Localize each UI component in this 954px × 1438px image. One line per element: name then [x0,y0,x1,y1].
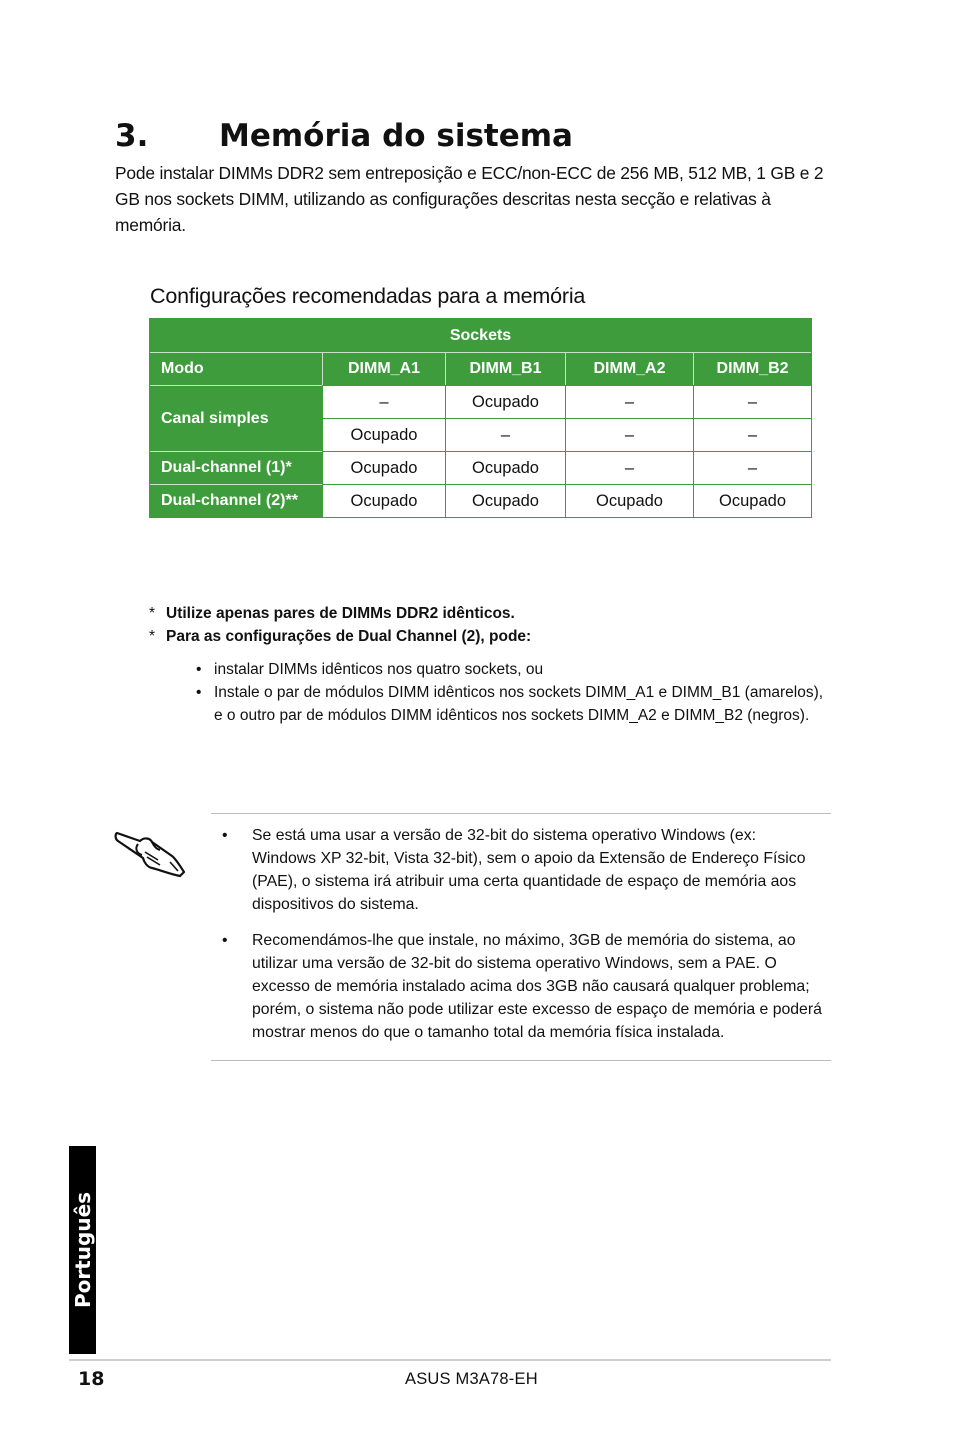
column-header: DIMM_A2 [565,352,693,385]
table-cell: Ocupado [445,385,565,418]
language-tab-label: Português [70,1191,95,1309]
column-header: DIMM_B2 [693,352,811,385]
table-cell: – [445,418,565,451]
column-header: DIMM_B1 [445,352,565,385]
memory-config-table [149,318,812,518]
table-cell: Ocupado [322,418,445,451]
footnote [149,625,829,648]
table-cell: – [565,418,693,451]
list-item [211,824,831,916]
table-row [150,451,811,484]
row-mode-label: Dual-channel (2)** [150,484,322,517]
language-tab [69,1146,96,1354]
footnote [149,602,829,625]
note-text: Se está uma usar a versão de 32-bit do sistema operativo Windows (ex: Windows XP 32-bit, Vista 32-bit), sem o apoio da Extensão de Endereço Físico (PAE), o sistema irá atribuir uma certa quantidade de espaço de memória aos dispositivos do sistema. [252,827,806,913]
table-cell: Ocupado [693,484,811,517]
table-group-header-row [150,319,811,352]
table-cell: – [693,418,811,451]
table-cell: Ocupado [445,451,565,484]
bullet-marker: • [222,932,228,949]
list-item-text: Instale o par de módulos DIMM idênticos nos sockets DIMM_A1 e DIMM_B1 (amarelos), e o outro par de módulos DIMM idênticos nos sockets DIMM_A2 e DIMM_B2 (negros). [214,684,824,724]
section-heading [115,116,573,156]
product-name: ASUS M3A78-EH [405,1370,538,1388]
section-number: 3. [115,118,149,154]
table-cell: – [693,385,811,418]
sockets-header: Sockets [449,326,512,344]
table-header-row [150,352,811,385]
row-mode-label: Canal simples [150,385,322,451]
bullet-marker: • [222,827,228,844]
footer-divider [69,1359,831,1361]
footnote-text: Utilize apenas pares de DIMMs DDR2 idênticos. [166,605,515,622]
row-mode-label: Dual-channel (1)* [150,451,322,484]
table-cell: – [565,451,693,484]
note-box [211,813,831,1061]
table-cell: Ocupado [565,484,693,517]
list-item [196,658,829,681]
list-item [196,681,829,727]
table-cell: – [565,385,693,418]
intro-paragraph: Pode instalar DIMMs DDR2 sem entreposição e ECC/non-ECC de 256 MB, 512 MB, 1 GB e 2 GB nos sockets DIMM, utilizando as configurações descritas nesta secção e relativas à memória. [115,163,824,235]
mode-header: Modo [150,352,322,385]
column-header: DIMM_A1 [322,352,445,385]
table-cell: Ocupado [445,484,565,517]
bullet-marker: • [196,661,202,678]
list-item [211,929,831,1044]
list-item-text: instalar DIMMs idênticos nos quatro sockets, ou [214,661,544,678]
table-row [150,484,811,517]
table-cell: Ocupado [322,484,445,517]
note-text: Recomendámos-lhe que instale, no máximo, 3GB de memória do sistema, ao utilizar uma versão de 32-bit do sistema operativo Windows, sem a PAE. O excesso de memória instalado acima dos 3GB não causará qualquer problema; porém, o sistema não pode utilizar este excesso de espaço de memória e poderá mostrar menos do que o tamanho total da memória física instalada. [252,932,822,1041]
footnotes [149,602,829,727]
section-title: Memória do sistema [219,118,573,154]
table-title: Configurações recomendadas para a memória [150,284,586,308]
footnote-options [196,658,829,727]
table-cell: – [693,451,811,484]
table-cell: Ocupado [322,451,445,484]
table-row [150,385,811,418]
table-cell: – [322,385,445,418]
hand-pointing-icon [114,822,186,878]
page-number: 18 [78,1368,105,1390]
bullet-marker: • [196,684,202,701]
footnote-marker: * [149,628,156,645]
footnote-marker: * [149,605,156,622]
footnote-text: Para as configurações de Dual Channel (2), pode: [166,628,532,645]
